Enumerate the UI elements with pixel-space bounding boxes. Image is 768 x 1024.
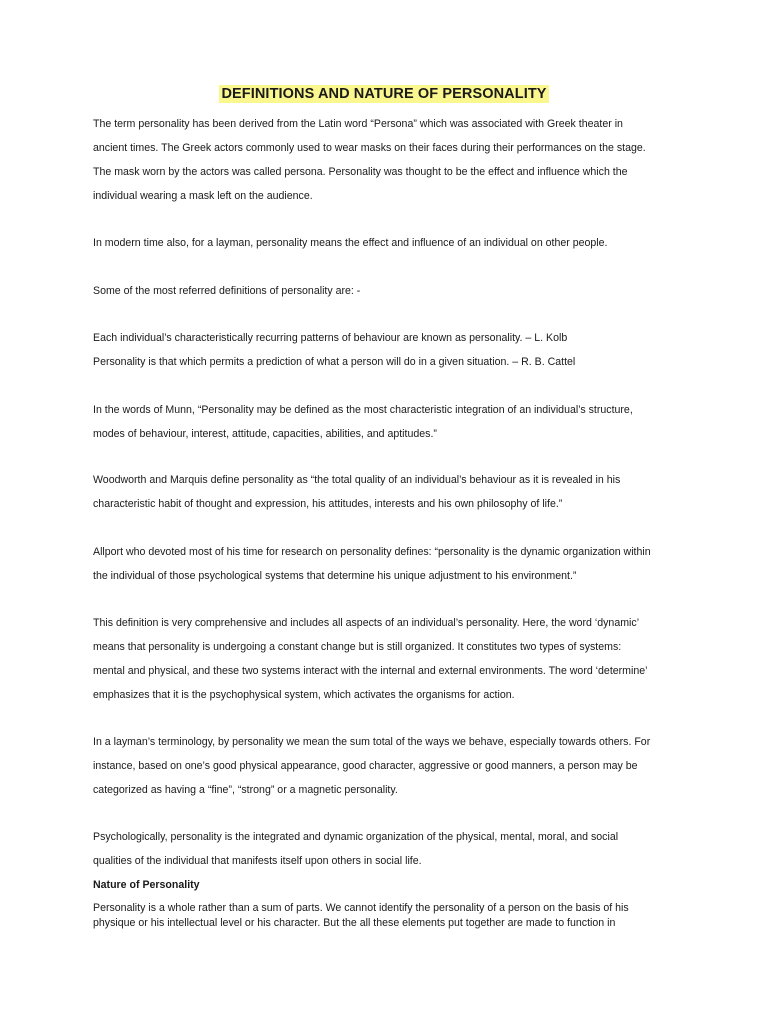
paragraph-line: This definition is very comprehensive and includes all aspects of an individual’s personality. Here, the word ‘dynamic’ xyxy=(93,617,640,629)
title-container xyxy=(0,85,768,103)
section-heading-nature: Nature of Personality xyxy=(93,879,200,891)
paragraph-munn xyxy=(93,398,683,446)
paragraph-line: qualities of the individual that manifests itself upon others in social life. xyxy=(93,855,422,867)
paragraph-line: categorized as having a “fine”, “strong” or a magnetic personality. xyxy=(93,784,398,796)
paragraph-line: ancient times. The Greek actors commonly used to wear masks on their faces during their performances on the stage. xyxy=(93,142,646,154)
paragraph-woodworth xyxy=(93,468,683,516)
paragraph-psychologically xyxy=(93,825,683,873)
paragraph-layman-terminology xyxy=(93,730,683,802)
paragraph-etymology xyxy=(93,112,683,208)
paragraph-line: Psychologically, personality is the integrated and dynamic organization of the physical, mental, moral, and social xyxy=(93,831,619,843)
paragraph-line: characteristic habit of thought and expression, his attitudes, interests and his own philosophy of life.” xyxy=(93,498,563,510)
paragraph-line: The term personality has been derived from the Latin word “Persona” which was associated with Greek theater in xyxy=(93,118,623,130)
paragraph-line: mental and physical, and these two systems interact with the internal and external environments. The word ‘determine’ xyxy=(93,665,648,677)
paragraph-line: Personality is that which permits a prediction of what a person will do in a given situation. – R. B. Cattel xyxy=(93,356,576,368)
page-title: DEFINITIONS AND NATURE OF PERSONALITY xyxy=(221,86,547,102)
paragraph-comprehensive-definition xyxy=(93,611,683,707)
paragraph-line: Personality is a whole rather than a sum of parts. We cannot identify the personality of a person on the basis of his xyxy=(93,902,629,914)
paragraph-line: The mask worn by the actors was called persona. Personality was thought to be the effect and influence which the xyxy=(93,166,628,178)
paragraph-line: individual wearing a mask left on the audience. xyxy=(93,190,313,202)
paragraph-line: In the words of Munn, “Personality may be defined as the most characteristic integration of an individual’s structure, xyxy=(93,404,633,416)
paragraph-line: In modern time also, for a layman, personality means the effect and influence of an individual on other people. xyxy=(93,237,608,249)
paragraph-line: instance, based on one’s good physical appearance, good character, aggressive or good manners, a person may be xyxy=(93,760,638,772)
paragraph-line: Each individual’s characteristically recurring patterns of behaviour are known as personality. – L. Kolb xyxy=(93,332,568,344)
paragraph-line: In a layman’s terminology, by personality we mean the sum total of the ways we behave, especially towards others. For xyxy=(93,736,651,748)
paragraph-modern-time xyxy=(93,231,683,255)
paragraph-nature xyxy=(93,901,629,931)
paragraph-allport xyxy=(93,540,683,588)
paragraph-line: modes of behaviour, interest, attitude, capacities, abilities, and aptitudes.” xyxy=(93,428,437,440)
paragraph-line: Allport who devoted most of his time for research on personality defines: “personality is the dynamic organization within xyxy=(93,546,651,558)
paragraph-line: means that personality is undergoing a constant change but is still organized. It constitutes two types of systems: xyxy=(93,641,622,653)
paragraph-kolb-cattel xyxy=(93,326,683,374)
paragraph-line: the individual of those psychological systems that determine his unique adjustment to his environment.” xyxy=(93,570,577,582)
paragraph-line: physique or his intellectual level or his character. But the all these elements put together are made to function in xyxy=(93,917,616,929)
paragraph-line: Woodworth and Marquis define personality as “the total quality of an individual’s behaviour as it is revealed in his xyxy=(93,474,621,486)
paragraph-line: emphasizes that it is the psychophysical system, which activates the organisms for action. xyxy=(93,689,515,701)
paragraph-line: Some of the most referred definitions of personality are: - xyxy=(93,285,361,297)
paragraph-definitions-intro xyxy=(93,279,683,303)
